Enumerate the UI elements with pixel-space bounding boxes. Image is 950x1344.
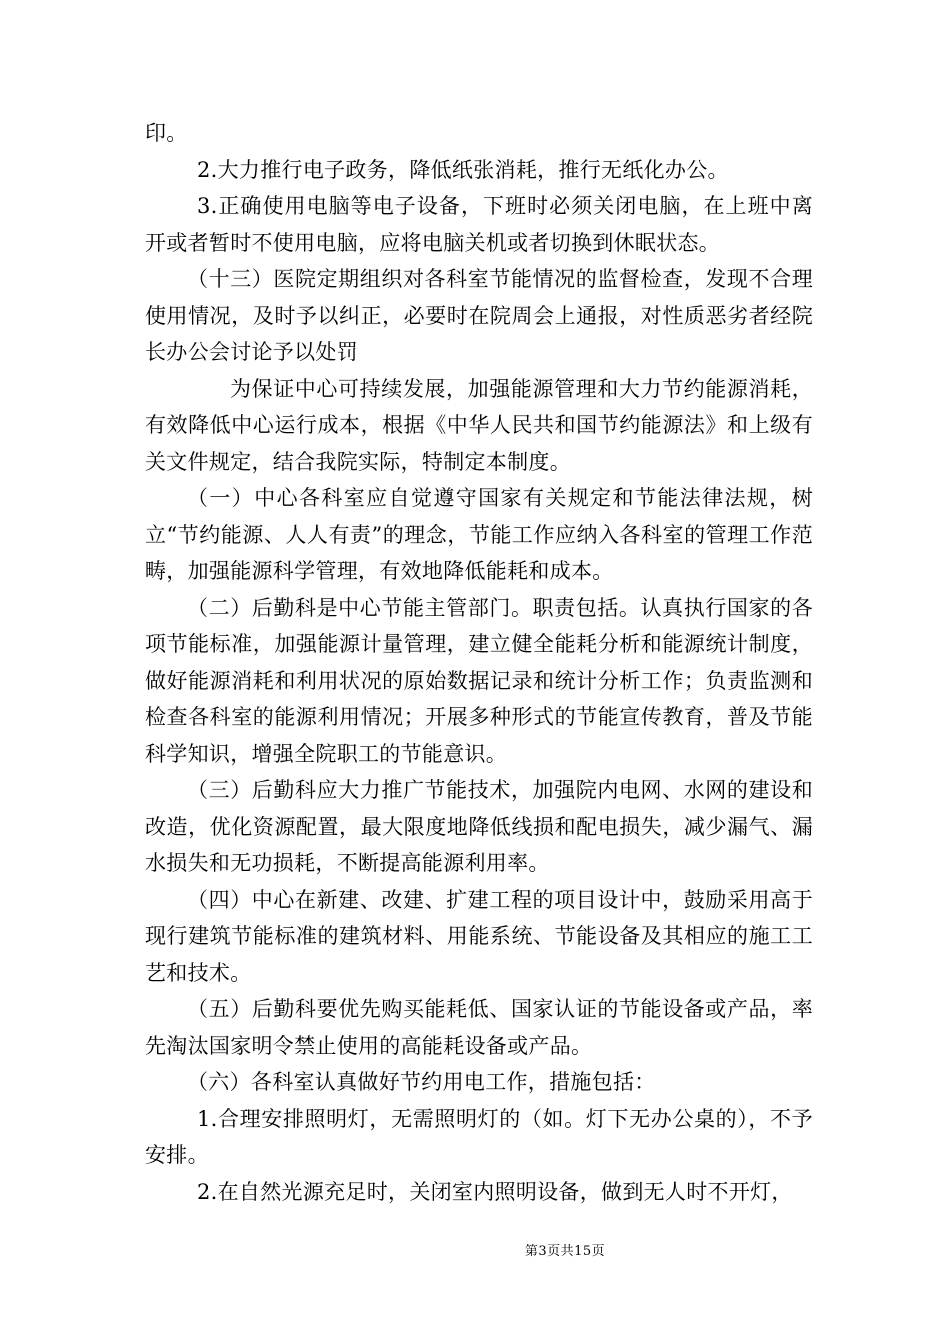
paragraph-section-5: （五）后勤科要优先购买能耗低、国家认证的节能设备或产品，率先淘汰国家明令禁止使用的高能耗设备或产品。 (145, 997, 813, 1058)
paragraph-section-1: （一）中心各科室应自觉遵守国家有关规定和节能法律法规，树立“节约能源、人人有责”的理念，节能工作应纳入各科室的管理工作范畴，加强能源科学管理，有效地降低能耗和成本。 (145, 486, 813, 583)
paragraph-item-2-natural-light: 2.在自然光源充足时，关闭室内照明设备，做到无人时不开灯， (197, 1179, 793, 1204)
paragraph-section-2: （二）后勤科是中心节能主管部门。职责包括。认真执行国家的各项节能标准，加强能源计量管理，建立健全能耗分析和能源统计制度，做好能源消耗和利用状况的原始数据记录和统计分析工作；负责监测和检查各科室的能源利用情况；开展多种形式的节能宣传教育，普及节能科学知识，增强全院职工的节能意识。 (145, 595, 813, 766)
page-number: 第3页共15页 (524, 1244, 606, 1259)
paragraph-fragment-print: 印。 (145, 121, 188, 145)
paragraph-section-13-inspection: （十三）医院定期组织对各科室节能情况的监督检查，发现不合理使用情况，及时予以纠正，必要时在院周会上通报，对性质恶劣者经院长办公会讨论予以处罚 (145, 267, 813, 364)
paragraph-section-6: （六）各科室认真做好节约用电工作，措施包括： (187, 1070, 656, 1094)
paragraph-item-1-lighting: 1.合理安排照明灯，无需照明灯的（如。灯下无办公桌的），不予安排。 (145, 1106, 813, 1167)
paragraph-section-4: （四）中心在新建、改建、扩建工程的项目设计中，鼓励采用高于现行建筑节能标准的建筑材料、用能系统、节能设备及其相应的施工工艺和技术。 (145, 887, 813, 985)
paragraph-item-2-paperless: 2.大力推行电子政务，降低纸张消耗，推行无纸化办公。 (197, 157, 729, 182)
paragraph-section-3: （三）后勤科应大力推广节能技术，加强院内电网、水网的建设和改造，优化资源配置，最大限度地降低线损和配电损失，减少漏气、漏水损失和无功损耗，不断提高能源利用率。 (145, 778, 813, 875)
page-footer (0, 1240, 950, 1259)
paragraph-intro-purpose: 为保证中心可持续发展，加强能源管理和大力节约能源消耗，有效降低中心运行成本，根据《中华人民共和国节约能源法》和上级有关文件规定，结合我院实际，特制定本制度。 (145, 376, 813, 474)
paragraph-item-3-computer: 3.正确使用电脑等电子设备，下班时必须关闭电脑，在上班中离开或者暂时不使用电脑，应将电脑关机或者切换到休眠状态。 (145, 194, 813, 255)
document-body (145, 115, 813, 1210)
